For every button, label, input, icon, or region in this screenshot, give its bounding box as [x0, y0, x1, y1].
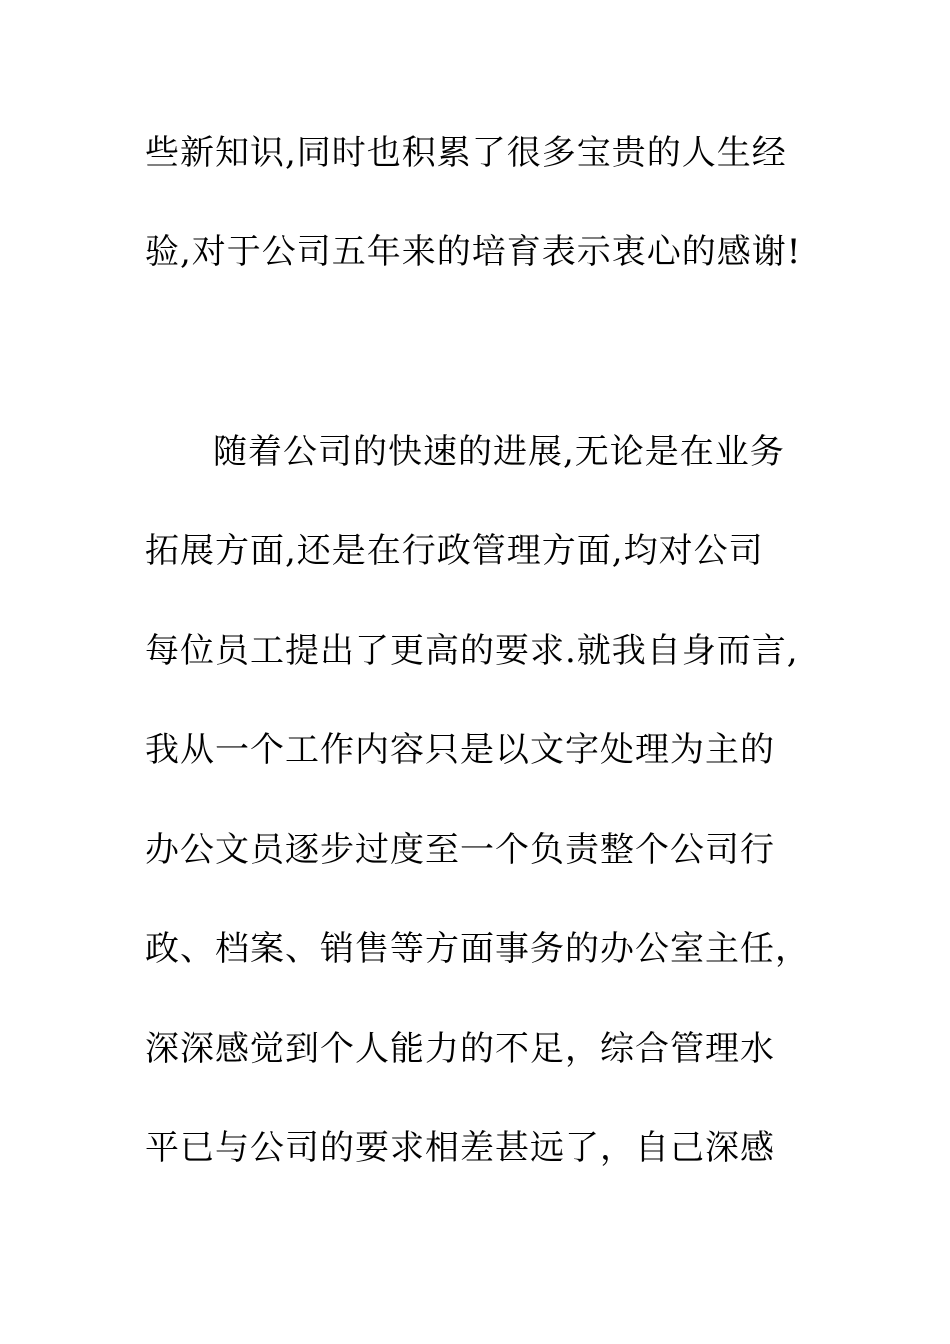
paragraph-2-line-4: 我从一个工作内容只是以文字处理为主的 — [145, 730, 775, 770]
paragraph-2-line-6: 政、档案、销售等方面事务的办公室主任， — [145, 929, 810, 969]
paragraph-2-line-5: 办公文员逐步过度至一个负责整个公司行 — [145, 830, 775, 870]
paragraph-1-line-1: 些新知识,同时也积累了很多宝贵的人生经 — [145, 133, 787, 173]
paragraph-2-line-2: 拓展方面,还是在行政管理方面,均对公司 — [145, 531, 764, 571]
paragraph-2-line-8: 平已与公司的要求相差甚远了，自己深感 — [145, 1128, 775, 1168]
paragraph-2-line-7: 深深感觉到个人能力的不足，综合管理水 — [145, 1029, 775, 1069]
paragraph-1-line-2: 验,对于公司五年来的培育表示衷心的感谢! — [145, 232, 802, 272]
paragraph-2-line-1: 随着公司的快速的进展,无论是在业务 — [213, 432, 785, 472]
paragraph-2-line-3: 每位员工提出了更高的要求.就我自身而言, — [145, 631, 799, 671]
